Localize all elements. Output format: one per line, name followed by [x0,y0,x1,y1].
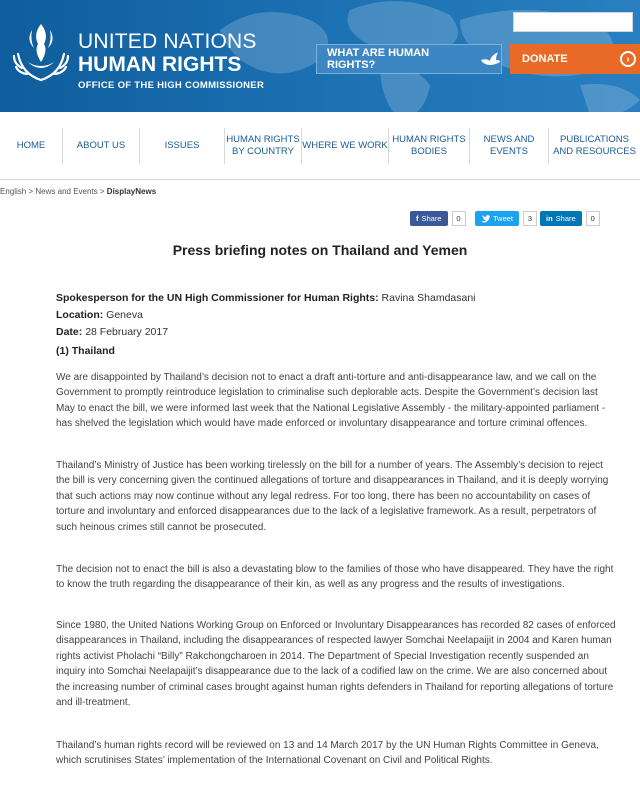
tweet-count: 3 [523,211,537,226]
dove-icon [480,51,501,67]
nav-item-label: WHERE WE WORK [302,140,388,152]
date-row [56,324,476,341]
search-box[interactable] [513,12,633,32]
linkedin-share [540,211,600,226]
nav-item-label: PUBLICATIONS AND RESOURCES [553,134,636,157]
article-meta [56,290,476,341]
date-value: 28 February 2017 [85,326,169,338]
nav-item-label: NEWS AND EVENTS [483,134,535,157]
nav-item-label: ABOUT US [76,140,126,152]
article-paragraph: Thailand’s Ministry of Justice has been working tirelessly on the bill for a number of years. The Assembly’s decision to reject the bill is very concerning given the continued allegations of torture and disappearances in Thailand, and it is deeply worrying that such actions may now continue without any legal redress. For too long, there has been no accountability on cases of torture and involuntary and enforced disappearances due to the lack of a legislative framework. As a result, perpetrators of such heinous crimes still cannot be prosecuted. [56,460,609,533]
linkedin-share-button[interactable] [540,211,582,226]
location-row [56,307,476,324]
facebook-share-count: 0 [452,211,466,226]
article-paragraph: Thailand’s human rights record will be reviewed on 13 and 14 March 2017 by the UN Human Rights Committee in Geneva, which scrutinises States’ implementation of the International Covenant on Civil and Political Rights. [56,740,599,767]
twitter-share [475,211,537,226]
main-navigation [0,112,640,180]
nav-item-label: HOME [16,140,46,152]
breadcrumb-separator: > [99,187,105,196]
breadcrumb-current: DisplayNews [106,187,157,196]
section-heading: (1) Thailand [56,345,115,357]
nav-item-label: ISSUES [164,140,200,152]
what-are-human-rights-button[interactable] [316,44,502,74]
breadcrumb-separator: > [28,187,34,196]
facebook-icon: f [416,214,419,223]
breadcrumb-link-news-and-events[interactable]: News and Events [35,187,98,196]
breadcrumb-link-english[interactable]: English [0,187,27,196]
facebook-share-label: Share [421,214,442,223]
org-name-line2: HUMAN RIGHTS [78,53,242,76]
donate-label: DONATE [522,53,568,65]
what-are-human-rights-label: WHAT ARE HUMAN RIGHTS? [327,47,430,71]
location-label: Location: [56,309,104,321]
tweet-label: Tweet [493,214,514,223]
un-human-rights-logo-icon[interactable] [8,18,74,88]
org-name-line1: UNITED NATIONS [78,30,257,53]
linkedin-share-label: Share [555,214,576,223]
nav-item-about-us[interactable] [63,112,139,180]
tweet-button[interactable] [475,211,519,226]
nav-item-label: HUMAN RIGHTS BY COUNTRY [226,134,300,157]
facebook-share [410,211,466,226]
nav-item-news-and-events[interactable] [470,112,548,180]
nav-item-home[interactable] [0,112,62,180]
breadcrumb [0,187,156,196]
nav-item-human-rights-by-country[interactable] [225,112,301,180]
spokesperson-label: Spokesperson for the UN High Commissioner for Human Rights: [56,292,379,304]
site-header [0,0,640,112]
article-paragraph: We are disappointed by Thailand’s decision not to enact a draft anti-torture and anti-disappearance law, and we call on the Government to promptly reintroduce legislation to criminalise such deplorable acts. Despite the Government’s decision last May to enact the bill, we were informed last week that the National Legislative Assembly - the military-appointed parliament - has shelved the legislation which would have made enforced or involuntary disappearance and torture criminal offences. [56,372,606,430]
location-value: Geneva [106,309,143,321]
page-title: Press briefing notes on Thailand and Yemen [172,242,468,258]
article-paragraph: Since 1980, the United Nations Working Group on Enforced or Involuntary Disappearances has recorded 82 cases of enforced disappearances in Thailand, including the disappearances of respected lawyer Somchai Neelapaijit in 2004 and Karen human rights activist Pholachi “Billy” Rakchongcharoen in 2014. The Department of Special Investigation recently suspended an inquiry into Somchai Neelapaijit’s disappearance due to the lack of a codified law on the crime. We are also concerned about the increasing number of criminal cases brought against human rights defenders in Thailand for reporting allegations of torture and ill-treatment. [56,620,616,709]
spokesperson-row [56,290,476,307]
search-input[interactable] [514,17,632,35]
donate-arrow-icon: › [620,51,636,67]
article-paragraph: The decision not to enact the bill is also a devastating blow to the families of those who have disappeared. They have the right to know the truth regarding the disappearance of their kin, as well as any progress and the results of investigations. [56,564,614,591]
nav-item-where-we-work[interactable] [302,112,388,180]
org-name-line3: OFFICE OF THE HIGH COMMISSIONER [78,80,265,91]
facebook-share-button[interactable] [410,211,448,226]
organization-name[interactable] [78,31,264,91]
nav-item-human-rights-bodies[interactable] [389,112,469,180]
linkedin-share-count: 0 [586,211,600,226]
nav-item-publications-and-resources[interactable] [549,112,640,180]
donate-button[interactable] [510,44,640,74]
date-label: Date: [56,326,83,338]
nav-item-label: HUMAN RIGHTS BODIES [392,134,466,157]
spokesperson-value: Ravina Shamdasani [381,292,476,304]
linkedin-icon: in [546,214,553,223]
nav-item-issues[interactable] [140,112,224,180]
twitter-bird-icon [481,215,490,223]
